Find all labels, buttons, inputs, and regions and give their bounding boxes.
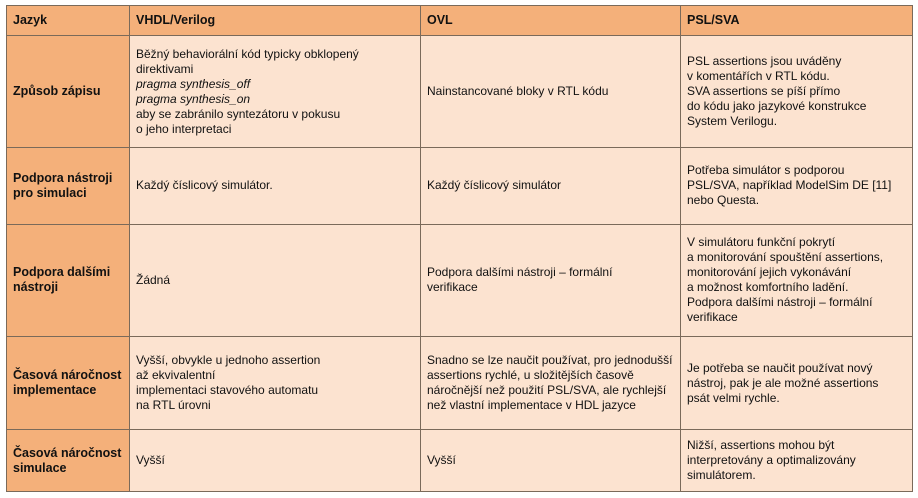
table-cell-vhdl-verilog xyxy=(130,336,421,429)
table-cell-psl-sva xyxy=(681,430,913,492)
cell-text-line: nástroj, pak je ale možné assertions xyxy=(687,375,879,390)
cell-text-line: assertions rychlé, u složitějších časově xyxy=(427,368,634,383)
table-cell-vhdl-verilog xyxy=(130,36,421,148)
row-label: Časová náročnost simulace xyxy=(7,430,130,492)
cell-text-line: než vlastní implementace v HDL jazyce xyxy=(427,398,636,413)
cell-text-line: pragma synthesis_off xyxy=(136,76,251,91)
header-cell-language: Jazyk xyxy=(7,6,130,36)
cell-text-line: o jeho interpretaci xyxy=(136,121,232,136)
cell-text-line: Podpora dalšími nástroji – formální xyxy=(427,265,613,280)
table-cell-psl-sva xyxy=(681,224,913,336)
cell-text-line: až ekvivalentní xyxy=(136,368,216,383)
cell-text-line: a monitorování spouštění assertions, xyxy=(687,250,884,265)
cell-text-line: PSL assertions jsou uváděny xyxy=(687,54,842,69)
cell-text-line: Každý číslicový simulátor. xyxy=(136,178,273,193)
cell-text-line: verifikace xyxy=(687,310,738,325)
table-cell-ovl xyxy=(421,430,681,492)
table-cell-vhdl-verilog xyxy=(130,430,421,492)
cell-text-line: implementaci stavového automatu xyxy=(136,383,319,398)
cell-text-line: Vyšší xyxy=(427,453,456,468)
table-row xyxy=(7,224,913,336)
header-cell-psl-sva: PSL/SVA xyxy=(681,6,913,36)
table-cell-ovl xyxy=(421,148,681,224)
table-cell-ovl xyxy=(421,224,681,336)
header-row xyxy=(7,6,913,36)
comparison-table xyxy=(6,5,913,492)
cell-text-line: Každý číslicový simulátor xyxy=(427,178,562,193)
cell-text-line: interpretovány a optimalizovány xyxy=(687,453,856,468)
cell-text-line: System Verilogu. xyxy=(687,114,778,129)
cell-text-line: Podpora dalšími nástroji – formální xyxy=(687,295,873,310)
row-label: Podpora dalšími nástroji xyxy=(7,224,130,336)
cell-text-line: Je potřeba se naučit používat nový xyxy=(687,360,873,375)
table-cell-psl-sva xyxy=(681,148,913,224)
cell-text-line: do kódu jako jazykové konstrukce xyxy=(687,99,867,114)
row-label: Způsob zápisu xyxy=(7,36,130,148)
cell-text-line: simulátorem. xyxy=(687,468,756,483)
comparison-table-container xyxy=(6,5,912,492)
table-cell-ovl xyxy=(421,36,681,148)
cell-text-line: pragma synthesis_on xyxy=(136,91,251,106)
cell-text-line: PSL/SVA, například ModelSim DE [11] xyxy=(687,178,892,193)
table-row xyxy=(7,336,913,429)
cell-text-line: Snadno se lze naučit používat, pro jednodušší xyxy=(427,353,673,368)
cell-text-line: Vyšší xyxy=(136,453,165,468)
table-cell-psl-sva xyxy=(681,336,913,429)
table-row xyxy=(7,148,913,224)
cell-text-line: psát velmi rychle. xyxy=(687,390,780,405)
cell-text-line: náročnější než použití PSL/SVA, ale rychlejší xyxy=(427,383,667,398)
row-label: Podpora nástroji pro simulaci xyxy=(7,148,130,224)
cell-text-line: Běžný behaviorální kód typicky obklopený direktivami xyxy=(136,46,359,76)
table-cell-vhdl-verilog xyxy=(130,224,421,336)
cell-text-line: Vyšší, obvykle u jednoho assertion xyxy=(136,353,321,368)
cell-text-line: SVA assertions se píší přímo xyxy=(687,84,841,99)
cell-text-line: na RTL úrovni xyxy=(136,398,211,413)
cell-text-line: aby se zabránilo syntezátoru v pokusu xyxy=(136,106,341,121)
table-cell-psl-sva xyxy=(681,36,913,148)
table-row xyxy=(7,430,913,492)
header-cell-vhdl-verilog: VHDL/Verilog xyxy=(130,6,421,36)
table-row xyxy=(7,36,913,148)
cell-text-line: monitorování jejich vykonávání xyxy=(687,265,852,280)
header-cell-ovl: OVL xyxy=(421,6,681,36)
cell-text-line: Nainstancované bloky v RTL kódu xyxy=(427,84,609,99)
cell-text-line: v komentářích v RTL kódu. xyxy=(687,69,830,84)
table-cell-ovl xyxy=(421,336,681,429)
table-cell-vhdl-verilog xyxy=(130,148,421,224)
cell-text-line: a možnost komfortního ladění. xyxy=(687,280,849,295)
cell-text-line: Potřeba simulátor s podporou xyxy=(687,163,845,178)
cell-text-line: Nižší, assertions mohou být xyxy=(687,438,835,453)
cell-text-line: nebo Questa. xyxy=(687,193,760,208)
cell-text-line: V simulátoru funkční pokrytí xyxy=(687,235,836,250)
row-label: Časová náročnost implementace xyxy=(7,336,130,429)
cell-text-line: Žádná xyxy=(136,272,171,287)
table-body xyxy=(7,36,913,492)
cell-text-line: verifikace xyxy=(427,280,478,295)
